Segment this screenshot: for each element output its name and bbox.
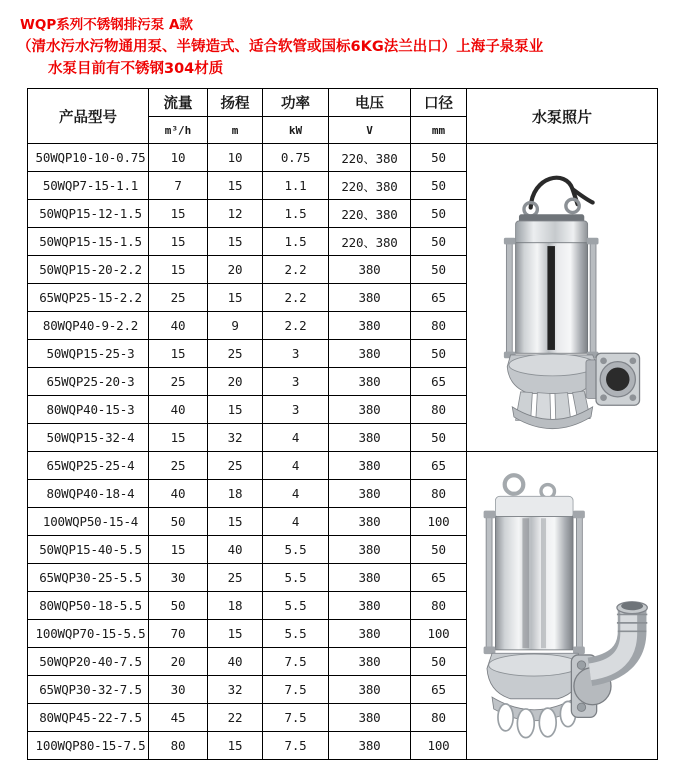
flow-cell: 40: [149, 480, 208, 508]
bore-cell: 65: [411, 676, 467, 704]
page-subtitle: （清水污水污物通用泵、半铸造式、适合软管或国标6KG法兰出口）上海子泉泵业: [17, 39, 544, 55]
unit-power: kW: [263, 117, 329, 144]
bore-cell: 50: [411, 200, 467, 228]
voltage-cell: 380: [329, 256, 411, 284]
model-cell: 80WQP50-18-5.5: [28, 592, 149, 620]
unit-bore: mm: [411, 117, 467, 144]
table-row: [28, 144, 658, 172]
voltage-cell: 380: [329, 620, 411, 648]
flow-cell: 45: [149, 704, 208, 732]
head-cell: 25: [208, 340, 263, 368]
page-title: WQP系列不锈钢排污泵 A款: [20, 17, 193, 33]
head-cell: 25: [208, 564, 263, 592]
head-cell: 15: [208, 284, 263, 312]
voltage-cell: 380: [329, 452, 411, 480]
column-header-head: 扬程: [208, 89, 263, 117]
table-row: [28, 452, 658, 480]
head-cell: 32: [208, 424, 263, 452]
power-cell: 4: [263, 452, 329, 480]
flow-cell: 15: [149, 536, 208, 564]
power-cell: 7.5: [263, 648, 329, 676]
bore-cell: 80: [411, 592, 467, 620]
bore-cell: 65: [411, 564, 467, 592]
voltage-cell: 380: [329, 676, 411, 704]
flow-cell: 15: [149, 228, 208, 256]
head-cell: 20: [208, 368, 263, 396]
power-cell: 3: [263, 340, 329, 368]
unit-head: m: [208, 117, 263, 144]
voltage-cell: 380: [329, 704, 411, 732]
voltage-cell: 220、380: [329, 228, 411, 256]
bore-cell: 80: [411, 480, 467, 508]
power-cell: 5.5: [263, 620, 329, 648]
flow-cell: 25: [149, 452, 208, 480]
model-cell: 80WQP40-18-4: [28, 480, 149, 508]
power-cell: 3: [263, 396, 329, 424]
flow-cell: 30: [149, 676, 208, 704]
flow-cell: 50: [149, 508, 208, 536]
flow-cell: 40: [149, 312, 208, 340]
model-cell: 65WQP30-25-5.5: [28, 564, 149, 592]
bore-cell: 50: [411, 144, 467, 172]
model-cell: 80WQP40-9-2.2: [28, 312, 149, 340]
power-cell: 7.5: [263, 704, 329, 732]
power-cell: 2.2: [263, 284, 329, 312]
voltage-cell: 380: [329, 564, 411, 592]
model-cell: 65WQP25-20-3: [28, 368, 149, 396]
bore-cell: 80: [411, 396, 467, 424]
model-cell: 65WQP25-25-4: [28, 452, 149, 480]
flow-cell: 80: [149, 732, 208, 760]
model-cell: 100WQP80-15-7.5: [28, 732, 149, 760]
column-header-photo: 水泵照片: [467, 89, 658, 144]
pump-photo-cell-top: [467, 144, 658, 452]
voltage-cell: 380: [329, 536, 411, 564]
bore-cell: 100: [411, 620, 467, 648]
voltage-cell: 220、380: [329, 172, 411, 200]
flow-cell: 25: [149, 368, 208, 396]
flow-cell: 15: [149, 200, 208, 228]
flow-cell: 25: [149, 284, 208, 312]
pump-photo-cell-bottom: [467, 452, 658, 760]
voltage-cell: 220、380: [329, 144, 411, 172]
power-cell: 2.2: [263, 256, 329, 284]
voltage-cell: 380: [329, 648, 411, 676]
power-cell: 5.5: [263, 592, 329, 620]
bore-cell: 50: [411, 648, 467, 676]
flow-cell: 20: [149, 648, 208, 676]
unit-flow: m³/h: [149, 117, 208, 144]
power-cell: 4: [263, 424, 329, 452]
head-cell: 9: [208, 312, 263, 340]
model-cell: 50WQP7-15-1.1: [28, 172, 149, 200]
bore-cell: 65: [411, 452, 467, 480]
voltage-cell: 380: [329, 284, 411, 312]
column-header-bore: 口径: [411, 89, 467, 117]
column-header-flow: 流量: [149, 89, 208, 117]
bore-cell: 50: [411, 424, 467, 452]
model-cell: 65WQP30-32-7.5: [28, 676, 149, 704]
power-cell: 1.5: [263, 228, 329, 256]
head-cell: 18: [208, 592, 263, 620]
flow-cell: 7: [149, 172, 208, 200]
power-cell: 7.5: [263, 732, 329, 760]
model-cell: 100WQP70-15-5.5: [28, 620, 149, 648]
head-cell: 15: [208, 508, 263, 536]
power-cell: 3: [263, 368, 329, 396]
bore-cell: 65: [411, 284, 467, 312]
power-cell: 5.5: [263, 536, 329, 564]
voltage-cell: 380: [329, 424, 411, 452]
flow-cell: 15: [149, 256, 208, 284]
model-cell: 100WQP50-15-4: [28, 508, 149, 536]
flow-cell: 70: [149, 620, 208, 648]
model-cell: 50WQP15-20-2.2: [28, 256, 149, 284]
bore-cell: 80: [411, 704, 467, 732]
flow-cell: 10: [149, 144, 208, 172]
pump-photo-flange-outlet: [467, 164, 657, 432]
power-cell: 2.2: [263, 312, 329, 340]
voltage-cell: 220、380: [329, 200, 411, 228]
power-cell: 5.5: [263, 564, 329, 592]
head-cell: 15: [208, 172, 263, 200]
head-cell: 10: [208, 144, 263, 172]
voltage-cell: 380: [329, 340, 411, 368]
bore-cell: 100: [411, 732, 467, 760]
flow-cell: 15: [149, 340, 208, 368]
bore-cell: 50: [411, 340, 467, 368]
head-cell: 15: [208, 228, 263, 256]
bore-cell: 50: [411, 172, 467, 200]
power-cell: 4: [263, 480, 329, 508]
bore-cell: 50: [411, 536, 467, 564]
bore-cell: 100: [411, 508, 467, 536]
head-cell: 15: [208, 732, 263, 760]
head-cell: 22: [208, 704, 263, 732]
column-header-power: 功率: [263, 89, 329, 117]
head-cell: 12: [208, 200, 263, 228]
head-cell: 20: [208, 256, 263, 284]
power-cell: 1.5: [263, 200, 329, 228]
model-cell: 50WQP15-12-1.5: [28, 200, 149, 228]
head-cell: 40: [208, 536, 263, 564]
head-cell: 25: [208, 452, 263, 480]
model-cell: 80WQP40-15-3: [28, 396, 149, 424]
title-block: [0, 14, 689, 80]
voltage-cell: 380: [329, 732, 411, 760]
page-note-material: 水泵目前有不锈钢304材质: [48, 61, 224, 77]
head-cell: 40: [208, 648, 263, 676]
head-cell: 32: [208, 676, 263, 704]
head-cell: 15: [208, 396, 263, 424]
voltage-cell: 380: [329, 368, 411, 396]
pump-specification-table: [27, 88, 658, 760]
power-cell: 0.75: [263, 144, 329, 172]
flow-cell: 40: [149, 396, 208, 424]
model-cell: 80WQP45-22-7.5: [28, 704, 149, 732]
model-cell: 50WQP20-40-7.5: [28, 648, 149, 676]
bore-cell: 50: [411, 256, 467, 284]
head-cell: 18: [208, 480, 263, 508]
unit-voltage: V: [329, 117, 411, 144]
voltage-cell: 380: [329, 480, 411, 508]
voltage-cell: 380: [329, 592, 411, 620]
flow-cell: 50: [149, 592, 208, 620]
head-cell: 15: [208, 620, 263, 648]
column-header-voltage: 电压: [329, 89, 411, 117]
model-cell: 50WQP15-32-4: [28, 424, 149, 452]
bore-cell: 50: [411, 228, 467, 256]
voltage-cell: 380: [329, 396, 411, 424]
model-cell: 50WQP10-10-0.75: [28, 144, 149, 172]
model-cell: 50WQP15-40-5.5: [28, 536, 149, 564]
bore-cell: 65: [411, 368, 467, 396]
voltage-cell: 380: [329, 508, 411, 536]
bore-cell: 80: [411, 312, 467, 340]
power-cell: 4: [263, 508, 329, 536]
pump-photo-elbow-outlet: [467, 471, 657, 741]
power-cell: 1.1: [263, 172, 329, 200]
flow-cell: 15: [149, 424, 208, 452]
model-cell: 65WQP25-15-2.2: [28, 284, 149, 312]
model-cell: 50WQP15-15-1.5: [28, 228, 149, 256]
voltage-cell: 380: [329, 312, 411, 340]
table-header-row-1: [28, 89, 658, 117]
power-cell: 7.5: [263, 676, 329, 704]
column-header-model: 产品型号: [28, 89, 149, 144]
model-cell: 50WQP15-25-3: [28, 340, 149, 368]
flow-cell: 30: [149, 564, 208, 592]
